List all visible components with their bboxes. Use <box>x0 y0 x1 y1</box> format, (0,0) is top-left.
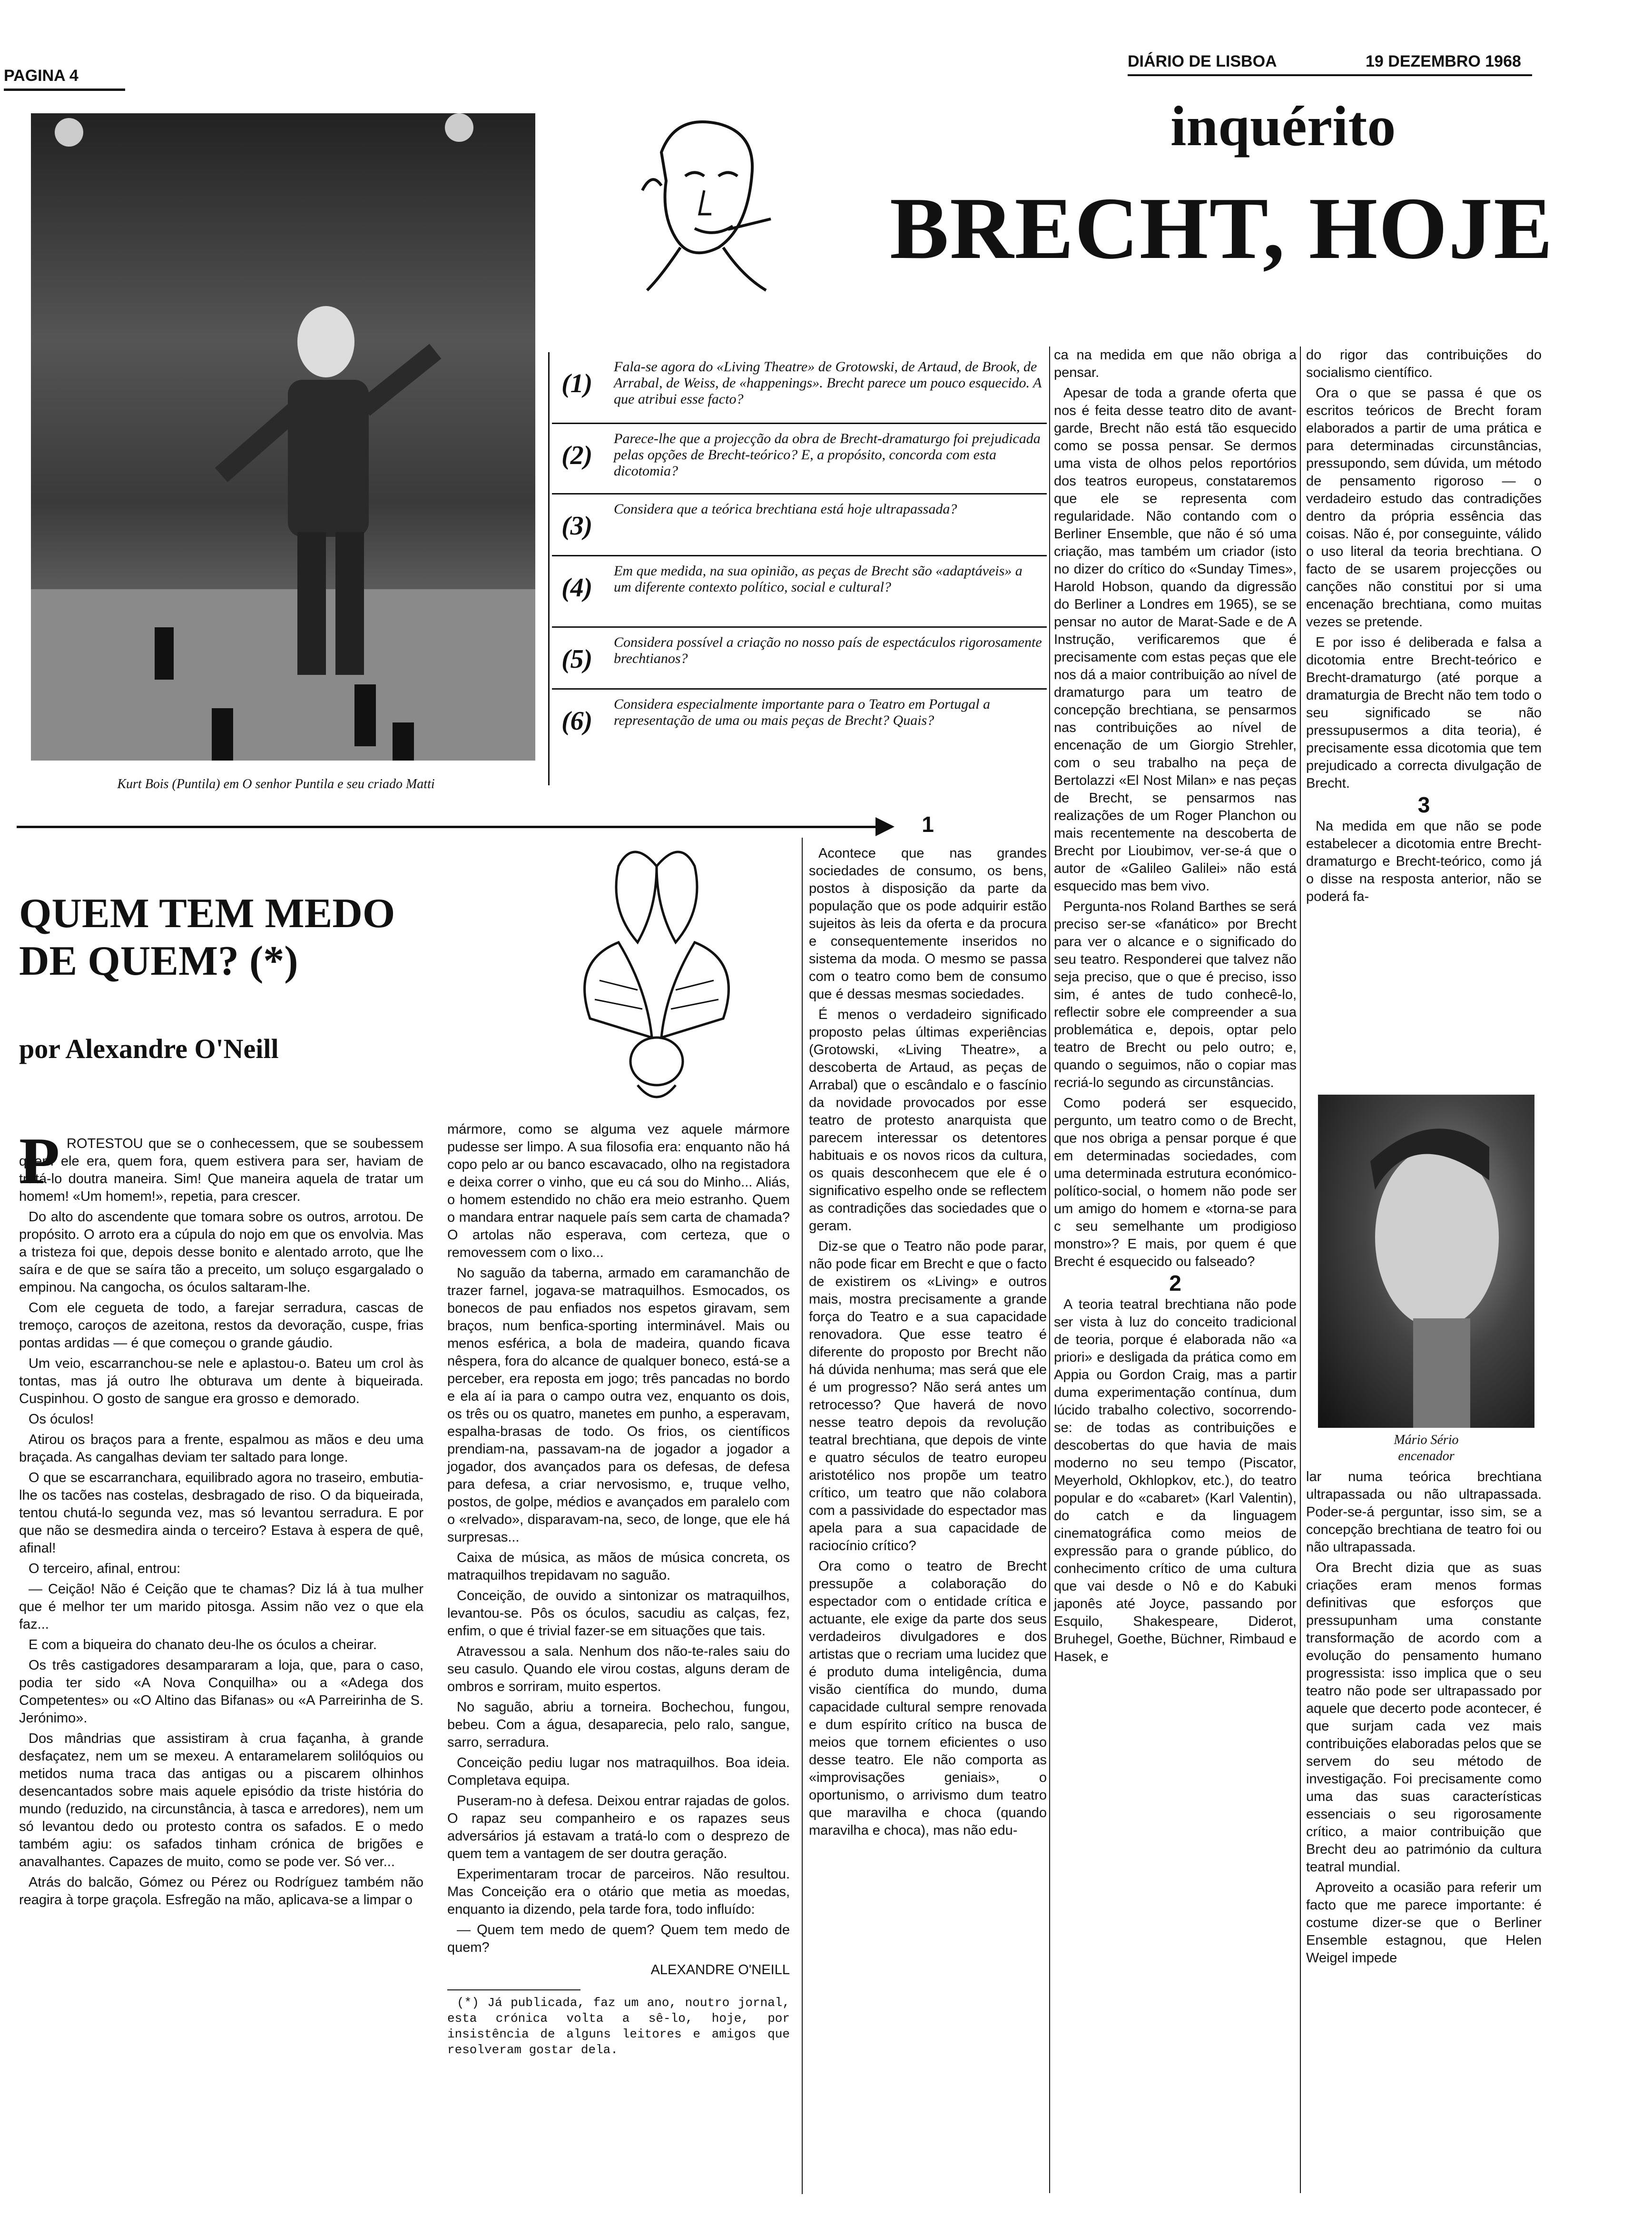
drop-cap: P <box>19 1124 60 1198</box>
photo2-caption-name: Mário Sério <box>1394 1433 1459 1447</box>
section-kicker: inquérito <box>1170 94 1396 158</box>
paragraph: Os óculos! <box>29 1412 94 1427</box>
angel-illustration <box>561 838 752 1114</box>
question-row <box>552 626 1047 690</box>
question-number: (4) <box>561 573 593 603</box>
photo2-caption-role: encenador <box>1398 1449 1455 1464</box>
interview-column-2 <box>1306 346 1542 909</box>
paragraph: Puseram-no à defesa. Deixou entrar rajadas de golos. O rapaz seu companheiro e os rapazes seus adversários já estavam a tratá-lo com o desprezo de quem tem a vantagem de ser doutra geração. <box>447 1793 790 1861</box>
question-text: Considera especialmente importante para o Teatro em Portugal a representação de uma ou mais peças de Brecht? Quais? <box>614 696 991 728</box>
page-title: BRECHT, HOJE <box>890 179 1554 277</box>
interview-column-2-continued <box>1306 1468 1542 1970</box>
paragraph: A teoria teatral brechtiana não pode ser vista à luz do conceito tradicional de teoria, porque é elaborada não «a priori» e desligada da prática como em Appia ou Gordon Craig, mas a partir duma experimentação contínua, dum lúcido trabalho colectivo, socorrendo-se: de todas as contribuições e descobertas do que havia de mais moderno no seu tempo (Piscator, Meyerhold, Okhlopkov, etc.), do teatro popular e do «cabaret» (Karl Valentin), do catch e da linguagem cinematográfica como meios de expressão para o grande público, do conhecimento crítico de uma cultura que vai desde o Nô e do Kabuki japonês até Joyce, passando por Esquilo, Shakespeare, Diderot, Bruhegel, Goethe, Büchner, Rimbaud e Hasek, e <box>1054 1297 1297 1664</box>
paragraph: lar numa teórica brechtiana ultrapassada ou não ultrapassada. Poder-se-á perguntar, isso sim, se a concepção brechtiana de teatro foi ou não ultrapassada. <box>1306 1469 1542 1555</box>
section-number: 2 <box>1169 1271 1181 1296</box>
paragraph: Dos mândrias que assistiram à crua façanha, à grande desfaçatez, nem um se mexeu. A entaramelarem solilóquios ou metidos numa traca das antigas ou a piscarem olhinhos desencantados sobre mais aquele episódio da triste história do mundo (reduzido, na circunstância, à tasca e arredores), nem um só levantou dedo ou protesto contra os safados. E o medo também agiu: os safados tinham crónica de brigões e anavalhantes. Capazes de muito, como se pode ver. Só ver... <box>19 1731 423 1869</box>
article-byline: por Alexandre O'Neill <box>19 1033 279 1064</box>
paragraph: Diz-se que o Teatro não pode parar, não pode ficar em Brecht e que o facto de existirem os «Living» e outros mais, mostra precisamente a grande força do Teatro e a sua capacidade renovadora. Que esse teatro é diferente do proposto por Brecht não há dúvida nenhuma; mas será que ele é um progresso? Não será antes um retrocesso? Que haverá de novo nesse teatro depois da revolução teatral brechtiana, que depois de vinte e quatro séculos de teatro europeu aristotélico nos propõe um teatro crítico, um teatro que não colabora com a passividade do espectador mas apela para a sua capacidade de raciocínio crítico? <box>809 1239 1047 1553</box>
paragraph: Ora o que se passa é que os escritos teóricos de Brecht foram elaborados a partir de uma prática e para determinadas circunstâncias, pressupondo, sem dúvida, um método de pensamento rigoroso — o verdadeiro estudo das contradições dentro da própria essência das coisas. Não é, por conseguinte, válido o uso literal da teoria brechtiana. O facto de se usarem projecções ou canções não constitui por si uma encenação brechtiana, como muitas vezes se pretende. <box>1306 386 1542 630</box>
paragraph: Aproveito a ocasião para referir um facto que me parece importante: é costume dizer-se que o Berliner Ensemble estagnou, que Helen Weigel impede <box>1306 1880 1542 1966</box>
paragraph: Na medida em que não se pode estabelecer a dicotomia entre Brecht-dramaturgo e Brecht-teórico, como já o disse na resposta anterior, não se poderá fa- <box>1306 819 1542 904</box>
question-number: (1) <box>561 369 593 398</box>
question-number: (2) <box>561 441 593 470</box>
paragraph: Um veio, escarranchou-se nele e aplastou-o. Bateu um crol às tontas, mas já outro lhe obturava um dente à biqueirada. Cuspinhou. O gosto de sangue era grosso e demorado. <box>19 1356 423 1406</box>
column-rule <box>1049 346 1050 2193</box>
question-row <box>552 688 1047 785</box>
question-row <box>552 352 1047 423</box>
paragraph: Apesar de toda a grande oferta que nos é feita desse teatro dito de avant-garde, Brecht não está tão esquecido como se possa pensar. Se dermos uma vista de olhos pelos reportórios dos teatros europeus, constataremos que ele se representa com regularidade. Não contando com o Berliner Ensemble, que não é só uma criação, mas também um criador (isto no dizer do crítico do «Sunday Times», Harold Hobson, quando da digressão do Berliner a Londres em 1965), se se pensar no autor de Marat-Sade e de A Instrução, verificaremos que é precisamente com estas peças que ele nos dá a maior contribuição ao nível de dramaturgo para um teatro de concepção brechtiana, se pensarmos nas contribuições ao nível de encenação de um Giorgio Strehler, com o seu trabalho na peça de Bertolazzi «El Nost Milan» e nas peças de Brecht, se pensarmos nas realizações de um Roger Planchon ou mais recentemente na descoberta de Brecht por Lioubimov, ver-se-á que o autor de «Galileo Galilei» não está esquecido mas bem vivo. <box>1054 386 1297 894</box>
paragraph: Atirou os braços para a frente, espalmou as mãos e deu uma braçada. As cangalhas deviam ter saltado para longe. <box>19 1432 423 1465</box>
paragraph: Com ele cegueta de todo, a farejar serradura, cascas de tremoço, caroços de azeitona, restos da devoração, cuspe, frias pontas ardidas — é que começou o grande gáudio. <box>19 1300 423 1351</box>
paragraph: Conceição, de ouvido a sintonizar os matraquilhos, levantou-se. Pôs os óculos, sacudiu as calças, fez, enfim, o que é trivial fazer-se em situações que tais. <box>447 1588 790 1639</box>
paragraph: Acontece que nas grandes sociedades de consumo, os bens, postos à disposição da parte da população que os pode adquirir estão sujeitos às leis da oferta e da procura e consequentemente inseridos no sistema da moda. O mesmo se passa com o teatro como bem de consumo que é dessas mesmas sociedades. <box>809 846 1047 1002</box>
paragraph: mármore, como se alguma vez aquele mármore pudesse ser limpo. A sua filosofia era: enquanto não há copo pelo ar ou banco escavacado, olho na registadora e deixa correr o vinho, que eu cá sou do Minho... Aliás, o homem estendido no chão era meio estranho. Quem o mandara entrar naquele país sem carta de chamada? O artolas não esperava, com certeza, que o removessem com o lixo... <box>447 1122 790 1260</box>
puntila-photo <box>31 113 535 761</box>
brecht-caricature <box>633 105 776 295</box>
interview-column-1 <box>1054 346 1297 1669</box>
paragraph: O terceiro, afinal, entrou: <box>29 1561 181 1576</box>
article-title: QUEM TEM MEDO DE QUEM? (*) <box>19 890 395 984</box>
paragraph: E com a biqueira do chanato deu-lhe os óculos a cheirar. <box>29 1637 377 1652</box>
newspaper-name: DIÁRIO DE LISBOA <box>1128 52 1277 70</box>
paragraph: Pergunta-nos Roland Barthes se será preciso ser-se «fanático» por Brecht para ver o alcance e o significado do seu teatro. Responderei que talvez não seja preciso, que o que é preciso, isso sim, é antes de tudo conhecê-lo, reflectir sobre ele compreender a sua problemática e, depois, optar pelo teatro de Brecht ou pelo outro; e, quando o seguimos, não o copiar mas recriá-lo segundo as circunstâncias. <box>1054 899 1297 1090</box>
footnote-rule <box>447 1989 580 1990</box>
page-number-underline <box>4 89 125 91</box>
issue-date: 19 DEZEMBRO 1968 <box>1366 52 1521 70</box>
actor-figure-illustration <box>31 113 535 761</box>
paragraph: do rigor das contribuições do socialismo científico. <box>1306 347 1542 380</box>
header-rule <box>1128 74 1532 76</box>
question-text: Considera que a teórica brechtiana está hoje ultrapassada? <box>614 501 957 517</box>
paragraph: Atravessou a sala. Nenhum dos não-te-rales saiu do seu casulo. Quando ele virou costas, alguns deram de ombros e sorriram, muito espertos. <box>447 1644 790 1694</box>
paragraph: — Ceição! Não é Ceição que te chamas? Diz lá à tua mulher que é melhor ter um marido pitosga. Assim não vez o que ela faz... <box>19 1582 423 1632</box>
footnote: (*) Já publicada, faz um ano, noutro jornal, esta crónica volta a sê-lo, hoje, por insistência de alguns leitores e amigos que resolveram gostar dela. <box>447 1996 790 2057</box>
question-number: (3) <box>561 511 593 541</box>
paragraph: Ora como o teatro de Brecht pressupõe a colaboração do espectador com o entidade crítica e actuante, ele exige da parte dos seus verdadeiros divulgadores e dos artistas que o recriam uma lucidez que é produto duma inteligência, duma visão científica do mundo, duma capacidade cultural sempre renovada e dum espírito crítico na busca de meios que tornem eficientes o uso desse teatro. Ele não comporta as «improvisações geniais», o oportunismo, o arrivismo dum teatro que maravilha e choca (quando maravilha e choca), mas não edu- <box>809 1559 1047 1838</box>
mario-serio-photo <box>1318 1095 1534 1428</box>
question-row <box>552 555 1047 628</box>
article-column-1 <box>19 1135 423 1912</box>
photo1-caption: Kurt Bois (Puntila) em O senhor Puntila e seu criado Matti <box>117 777 435 791</box>
section-number: 1 <box>922 812 934 837</box>
paragraph: ROTESTOU que se o conhecessem, que se soubessem quem ele era, quem fora, quem estivera para ser, haviam de tratá-lo doutra maneira. Sim! Que maneira aquela de tratar um homem! «Um homem!», repetia, para crescer. <box>19 1136 423 1204</box>
question-row <box>552 423 1047 494</box>
interview-middle-column <box>809 845 1047 1842</box>
question-text: Em que medida, na sua opinião, as peças de Brecht são «adaptáveis» a um diferente contexto político, social e cultural? <box>614 563 1023 595</box>
paragraph: É menos o verdadeiro significado proposto pelas últimas experiências (Grotowski, «Living Theatre», a descoberta de Artaud, as peças de Arrabal) que o escândalo e o fascínio da novidade provocados por esse teatro de protesto anarquista que parecem interessar os detentores habituais e os novos ricos da cultura, os quais desconhecem que ele é o significativo espelho onde se reflectem as contradições das sociedades que o geram. <box>809 1007 1047 1234</box>
paragraph: E por isso é deliberada e falsa a dicotomia entre Brecht-teórico e Brecht-dramaturgo (até porque a dramaturgia de Brecht não tem todo o seu significado se não pressupusermos a dita teoria), é precisamente essa dicotomia que tem prejudicado a correcta divulgação de Brecht. <box>1306 635 1542 791</box>
question-row <box>552 493 1047 556</box>
portrait-illustration <box>1318 1095 1534 1428</box>
column-rule <box>1300 346 1301 2193</box>
question-text: Fala-se agora do «Living Theatre» de Grotowski, de Artaud, de Brook, de Arrabal, de Weiss, de «happenings». Brecht parece um pouco esquecido. A que atribui esse facto? <box>614 359 1042 407</box>
article-signature: ALEXANDRE O'NEILL <box>650 1962 790 1978</box>
questions-left-rule <box>548 352 550 785</box>
section-number: 3 <box>1417 792 1430 817</box>
question-text: Parece-lhe que a projecção da obra de Brecht-dramaturgo foi prejudicada pelas opções de Brecht-teórico? E, a propósito, concorda com esta dicotomia? <box>614 431 1041 479</box>
page-number: PAGINA 4 <box>4 67 79 85</box>
question-number: (6) <box>561 706 593 736</box>
paragraph: No saguão da taberna, armado em caramanchão de trazer farnel, jogava-se matraquilhos. Esmocados, os bonecos de pau enfiados nos espetos giravam, sem braços, num benfica-sporting interminável. Mais ou menos esférica, a bola de madeira, quando ficava nêspera, fora do alcance de qualquer boneco, está-se a perceber, era reposta em jogo; três pancadas no bordo e ela aí ia para o campo outra vez, enquanto os dois, os três ou os quatro, manetes em punho, a esperavam, espalha-brasas de todo. Os frios, os científicos prendiam-na, passavam-na de jogador a jogador a jogador, dos avançados para os defesas, de defesa para defesa, a criar nervosismo, e, truque velho, postos, de golpe, médios e avançados em paralelo com o «relvado», disparavam-na, seco, de longe, que ele há surpresas... <box>447 1266 790 1545</box>
question-text: Considera possível a criação no nosso país de espectáculos rigorosamente brechtianos? <box>614 634 1042 666</box>
paragraph: — Quem tem medo de quem? Quem tem medo de quem? <box>447 1922 790 1955</box>
question-number: (5) <box>561 644 593 674</box>
paragraph: Atrás do balcão, Gómez ou Pérez ou Rodríguez também não reagira à torpe graçola. Esfregão na mão, aplicava-se a limpar o <box>19 1875 423 1908</box>
paragraph: Caixa de música, as mãos de música concreta, os matraquilhos trepidavam no saguão. <box>447 1550 790 1583</box>
paragraph: Como poderá ser esquecido, pergunto, um teatro como o de Brecht, que nos obriga a pensar porque é que em determinadas sociedades, com uma determinada estrutura económico-político-social, o homem não pode ser um amigo do homem e «torna-se para c seu semelhante um prodigioso monstro»? E mais, por quem é que Brecht é esquecido ou falseado? <box>1054 1096 1297 1269</box>
paragraph: O que se escarranchara, equilibrado agora no traseiro, embutia-lhe os tacões nas costelas, desbragado de riso. O da biqueirada, tentou chutá-lo segunda vez, mas só levantou serradura. E por que não se desmedira ainda o terceiro? Estava à espera de quê, afinal! <box>19 1470 423 1556</box>
section-separator <box>17 826 892 828</box>
paragraph: Os três castigadores desampararam a loja, que, para o caso, podia ter sido «A Nova Conquilha» ou a «Adega dos Competentes» ou «O Altino das Bifanas» ou «A Parreirinha de S. Jerónimo». <box>19 1658 423 1726</box>
paragraph: Conceição pediu lugar nos matraquilhos. Boa ideia. Completava equipa. <box>447 1755 790 1788</box>
paragraph: Do alto do ascendente que tomara sobre os outros, arrotou. De propósito. O arroto era a cúpula do nojo em que os envolvia. Mas a tristeza foi que, depois desse bonito e alentado arroto, que lhe saíra e de que se saíra tão a preceito, um soluço esgargalado o empinou. Na cangocha, os óculos saltaram-lhe. <box>19 1209 423 1295</box>
paragraph: ca na medida em que não obriga a pensar. <box>1054 347 1297 380</box>
paragraph: Ora Brecht dizia que as suas criações eram menos formas definitivas que esforços que pressupunham uma constante transformação de acordo com a evolução do pensamento humano progressista: isso implica que o seu teatro não pode ser ultrapassado por aquele que decerto pode acontecer, é que surjam cada vez mais contribuições elaboradas pelos que se servem do seu método de investigação. Foi precisamente como uma das suas características essenciais o seu rigorosamente crítico, a maior contribuição que Brecht deu ao património da cultura teatral mundial. <box>1306 1560 1542 1875</box>
paragraph: Experimentaram trocar de parceiros. Não resultou. Mas Conceição era o otário que metia as moedas, enquanto ia dizendo, pela tarde fora, todo influído: <box>447 1867 790 1917</box>
paragraph: No saguão, abriu a torneira. Bochechou, fungou, bebeu. Com a água, desaparecia, pelo ralo, sangue, sarro, serradura. <box>447 1700 790 1750</box>
column-rule <box>802 838 803 2194</box>
article-column-2 <box>447 1121 790 2061</box>
